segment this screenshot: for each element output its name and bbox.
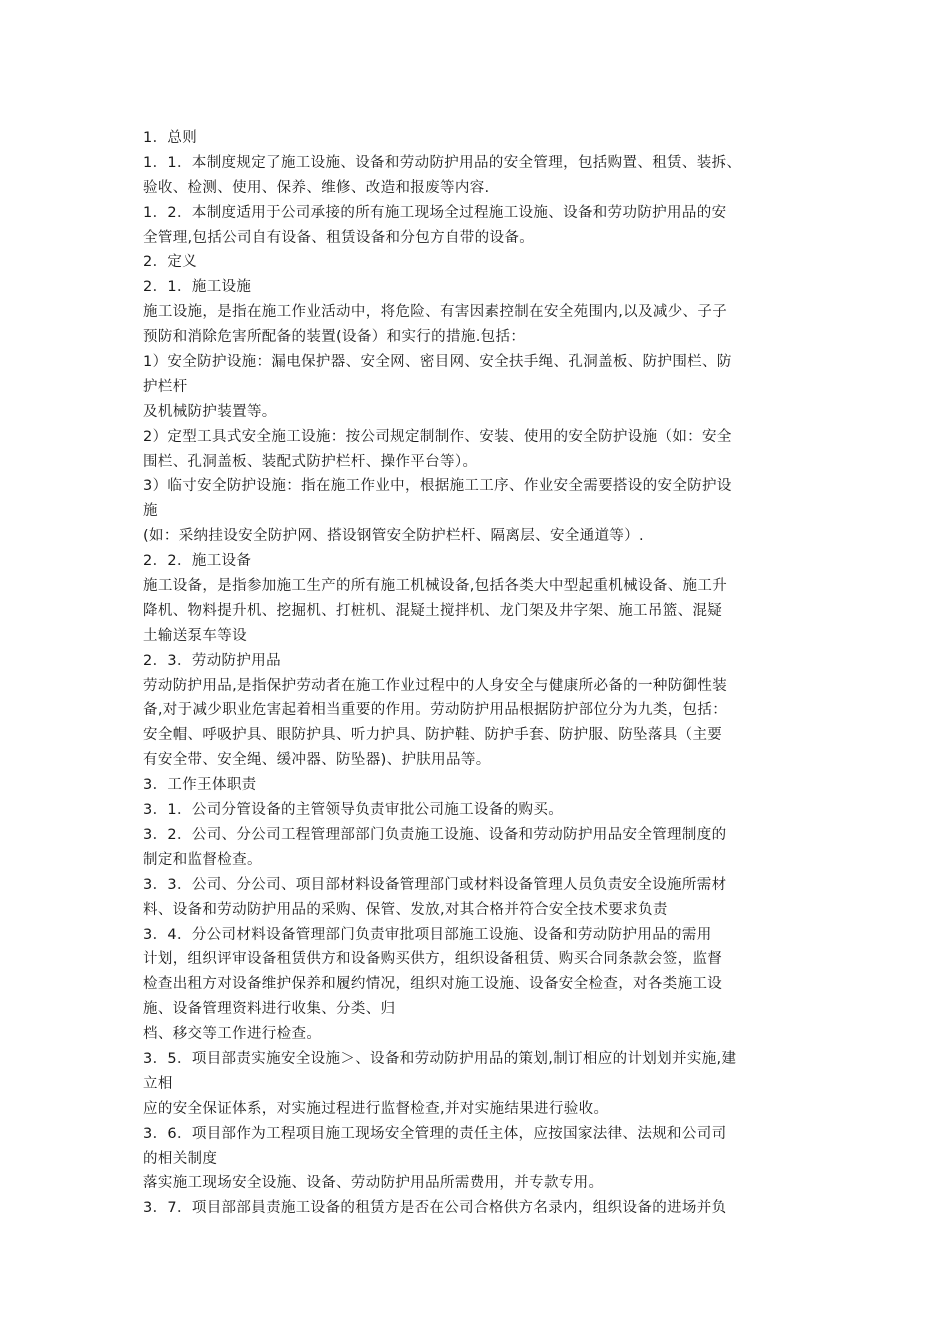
text-line: 2．3．劳动防护用品 <box>143 652 281 669</box>
text-line: 护栏杆 <box>143 378 188 395</box>
text-line: 2．1．施工设施 <box>143 279 252 296</box>
text-line: 全管理,包括公司自有设备、租赁设备和分包方自带的设备。 <box>143 229 535 246</box>
text-line: 3．2．公司、分公司工程管理部部门负责施工设施、设备和劳动防护用品安全管理制度的 <box>143 826 727 843</box>
text-line: 检查出租方对设备维护保养和履约情况，组织对施工设施、设备安全检查，对各类施工设 <box>143 976 723 993</box>
text-line: 3．5．项目部责实施安全设施＞、设备和劳动防护用品的策划,制订相应的计划划并实施,建 <box>143 1050 737 1067</box>
text-line: 3．4．分公司材料设备管理部门负责审批项目部施工设施、设备和劳动防护用品的需用 <box>143 926 712 943</box>
text-line: 备,对于减少职业危害起着相当重要的作用。劳动防护用品根据防护部位分为九类，包括： <box>143 702 728 719</box>
text-line: 安全帽、呼吸护具、眼防护具、听力护具、防护鞋、防护手套、防护服、防坠落具（主要 <box>143 727 723 744</box>
text-line: 1）安全防护设施：漏电保护器、安全网、密目网、安全扶手绳、孔洞盖板、防护围栏、防 <box>143 354 732 371</box>
text-line: 有安全带、安全绳、缓冲器、防坠器)、护肤用品等。 <box>143 752 491 769</box>
text-line: 1．1．本制度规定了施工设施、设备和劳动防护用品的安全管理，包括购置、租赁、装拆、 <box>143 154 742 171</box>
text-line: 验收、检测、使用、保养、维修、改造和报废等内容. <box>143 179 490 196</box>
text-line: 施 <box>143 503 158 520</box>
text-line: 1．总则 <box>143 130 198 146</box>
text-line: 落实施工现场安全设施、设备、劳动防护用品所需费用，并专款专用。 <box>143 1175 604 1192</box>
text-line: 1．2．本制度适用于公司承接的所有施工现场全过程施工设施、设备和劳功防护用品的安 <box>143 204 727 221</box>
text-line: 3）临寸安全防护设施：指在施工作业中，根据施工工序、作业安全需要搭设的安全防护设 <box>143 478 732 495</box>
text-line: 施工设施，是指在施工作业活动中，将危险、有害因素控制在安全苑围内,以及减少、子子 <box>143 304 728 321</box>
text-line: 施、设备管理资料进行收集、分类、归 <box>143 1001 396 1018</box>
text-line: 档、移交等工作进行检查。 <box>143 1026 322 1043</box>
text-line: 2．定义 <box>143 254 198 271</box>
text-line: 3．6．项目部作为工程项目施工现场安全管理的责任主体，应按国家法律、法规和公司司 <box>143 1125 727 1142</box>
text-line: 制定和监督检查。 <box>143 851 262 868</box>
text-line: 应的安全保证体系，对实施过程进行监督检查,并对实施结果进行验收。 <box>143 1100 609 1117</box>
text-line: 3．7．项目部部員责施工设备的租赁方是否在公司合格供方名录内，组织设备的进场并负 <box>143 1200 727 1217</box>
text-line: 3．工作王体职责 <box>143 777 257 794</box>
text-line: 料、设备和劳动防护用品的采购、保管、发放,对其合格并符合安全技术要求负责 <box>143 901 668 918</box>
document-body <box>143 126 823 1221</box>
text-line: 降机、物料提升机、挖掘机、打桩机、混疑土搅拌机、龙门架及井字架、施工吊篮、混疑 <box>143 602 723 619</box>
text-line: 预防和消除危害所配备的装置(设备）和实行的措施.包括： <box>143 329 526 346</box>
text-line: 及机械防护装置等。 <box>143 403 277 420</box>
text-line: 土输送泵车等设 <box>143 627 247 644</box>
text-line: 施工设备，是指参加施工生产的所有施工机械设备,包括各类大中型起重机械设备、施工升 <box>143 578 728 595</box>
text-line: 计划，组织评审设备租赁供方和设备购买供方，组织设备租赁、购买合同条款会签，监督 <box>143 951 723 968</box>
text-line: 的相关制度 <box>143 1150 218 1167</box>
text-line: 劳动防护用品,是指保护劳动者在施工作业过程中的人身安全与健康所必备的一种防御性装 <box>143 677 728 694</box>
text-line: (如：采纳挂设安全防护网、搭设钢管安全防护栏杆、隔离层、安全通道等）. <box>143 528 645 545</box>
text-line: 2．2．施工设备 <box>143 553 252 570</box>
text-line: 围栏、孔洞盖板、装配式防护栏杆、操作平台等）。 <box>143 453 478 470</box>
text-line: 2）定型工具式安全施工设施：按公司规定制制作、安装、使用的安全防护设施（如：安全 <box>143 428 732 445</box>
text-line: 3．3．公司、分公司、项目部材料设备管理部门或材料设备管理人员负责安全设施所需材 <box>143 876 727 893</box>
text-line: 3．1．公司分管设备的主管领导负责审批公司施工设备的购买。 <box>143 802 564 819</box>
text-line: 立相 <box>143 1075 173 1092</box>
